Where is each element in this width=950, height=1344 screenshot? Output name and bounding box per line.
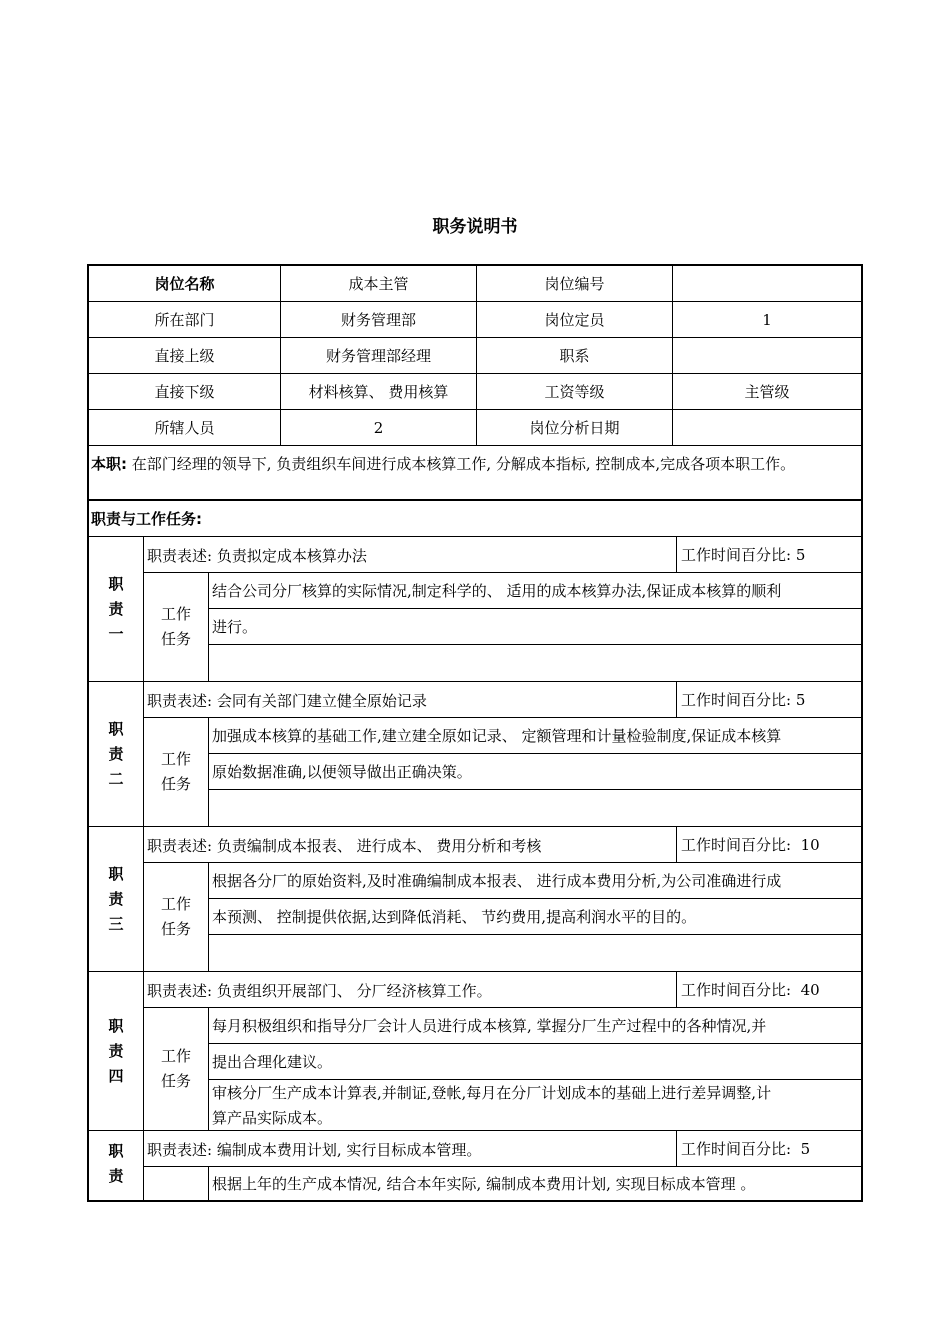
info-value: 1 [672,302,861,337]
duty-time-percent: 工作时间百分比: 40 [676,972,861,1007]
duty-description-row [144,537,861,573]
info-value: 财务管理部经理 [280,338,476,373]
duty-side-char: 一 [108,624,124,643]
task-line: 算产品实际成本。 [212,1109,333,1127]
info-row [89,266,861,302]
task-line [209,935,861,971]
duty-side-char: 职 [108,1016,124,1035]
duty-description-row [144,827,861,863]
task-label-line: 工作 [160,1047,191,1065]
task-label [144,1167,209,1200]
duty-side-char: 二 [108,769,124,788]
duty-block [89,1131,861,1200]
info-value [672,266,861,301]
task-line: 提出合理化建议。 [212,1053,333,1071]
duty-side-char: 责 [108,1167,124,1185]
info-label: 职系 [476,338,672,373]
duty-description-row [144,972,861,1008]
duty-side-label [89,682,144,826]
task-label [144,863,209,971]
duty-time-percent: 工作时间百分比: 5 [676,1131,861,1166]
info-value: 材料核算、 费用核算 [280,374,476,409]
duty-side-char: 责 [108,1041,124,1060]
job-summary-colon: : [121,455,128,473]
duty-block [89,682,861,827]
task-label [144,1008,209,1130]
task-label [144,573,209,681]
info-value [672,410,861,445]
duty-side-char: 职 [108,1142,124,1160]
task-label-line: 任务 [160,775,191,793]
task-line: 本预测、 控制提供依据,达到降低消耗、 节约费用,提高利润水平的目的。 [212,908,697,926]
duty-side-label [89,827,144,971]
task-label-line: 任务 [160,1072,191,1090]
duty-time-percent: 工作时间百分比: 10 [676,827,861,862]
info-label: 直接上级 [154,347,215,365]
task-line [209,790,861,826]
duty-side-label [89,537,144,681]
duty-side-label [89,972,144,1130]
job-summary-body: 在部门经理的领导下, 负责组织车间进行成本核算工作, 分解成本指标, 控制成本,完成各项本职工作。 [131,455,796,473]
duty-side-char: 职 [108,864,124,883]
task-label-line: 工作 [160,605,191,623]
info-row [89,338,861,374]
task-line: 加强成本核算的基础工作,建立建全原如记录、 定额管理和计量检验制度,保证成本核算 [212,727,782,745]
duties-heading-row [89,501,861,537]
duty-description: 职责表述: 负责组织开展部门、 分厂经济核算工作。 [147,981,492,1000]
duty-description: 职责表述: 会同有关部门建立健全原始记录 [147,691,427,710]
duty-side-char: 职 [108,719,124,738]
duty-description: 职责表述: 负责拟定成本核算办法 [147,546,367,565]
info-row [89,302,861,338]
duty-time-percent: 工作时间百分比: 5 [676,682,861,717]
task-line: 审核分厂生产成本计算表,并制证,登帐,每月在分厂计划成本的基础上进行差异调整,计 [212,1084,772,1102]
task-line: 原始数据准确,以便领导做出正确决策。 [212,763,472,781]
task-line: 结合公司分厂核算的实际情况,制定科学的、 适用的成本核算办法,保证成本核算的顺利 [212,582,782,600]
info-label: 工资等级 [476,374,672,409]
duty-description-row [144,682,861,718]
job-summary-label: 本职 [91,455,122,473]
job-summary-text [91,446,859,480]
info-label: 所辖人员 [154,419,215,437]
info-value: 财务管理部 [280,302,476,337]
task-label [144,718,209,826]
job-description-table [87,264,863,1202]
info-label: 岗位分析日期 [476,410,672,445]
task-label-line: 工作 [160,895,191,913]
info-label: 岗位定员 [476,302,672,337]
task-label-line: 工作 [160,750,191,768]
info-value [672,338,861,373]
duty-description-row [144,1131,861,1167]
document-title: 职务说明书 [432,217,518,237]
duty-description: 职责表述: 编制成本费用计划, 实行目标成本管理。 [147,1140,482,1159]
task-line: 根据上年的生产成本情况, 结合本年实际, 编制成本费用计划, 实现目标成本管理 。 [212,1175,756,1193]
info-row [89,410,861,446]
task-label-line: 任务 [160,920,191,938]
duties-heading: 职责与工作任务: [91,510,202,528]
task-line: 每月积极组织和指导分厂会计人员进行成本核算, 掌握分厂生产过程中的各种情况,并 [212,1017,767,1035]
duty-block [89,537,861,682]
info-row [89,374,861,410]
duty-side-char: 职 [108,574,124,593]
info-value: 2 [280,410,476,445]
duty-side-char: 责 [108,889,124,908]
duty-side-char: 责 [108,599,124,618]
duty-side-char: 四 [108,1066,124,1085]
task-line: 进行。 [212,618,258,636]
info-value: 主管级 [672,374,861,409]
duty-block [89,827,861,972]
info-label: 直接下级 [154,383,215,401]
info-label: 岗位编号 [476,266,672,301]
task-line [209,645,861,681]
duty-side-char: 责 [108,744,124,763]
info-label: 所在部门 [154,311,215,329]
duty-block [89,972,861,1131]
task-label-line: 任务 [160,630,191,648]
duty-side-label [89,1131,144,1200]
task-line: 根据各分厂的原始资料,及时准确编制成本报表、 进行成本费用分析,为公司准确进行成 [212,872,782,890]
info-label: 岗位名称 [154,275,215,293]
duty-description: 职责表述: 负责编制成本报表、 进行成本、 费用分析和考核 [147,836,542,855]
job-summary [89,446,861,501]
duty-side-char: 三 [108,914,124,933]
info-value: 成本主管 [280,266,476,301]
duty-time-percent: 工作时间百分比: 5 [676,537,861,572]
